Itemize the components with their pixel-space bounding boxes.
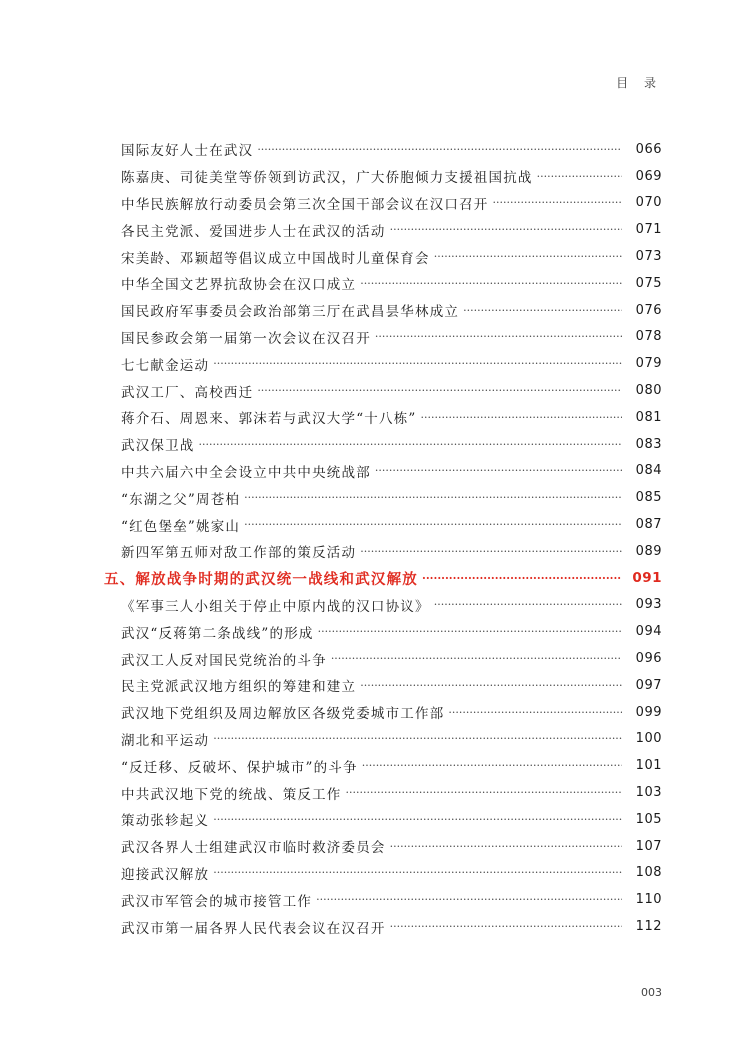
toc-entry-page: 079 (635, 356, 662, 372)
toc-entry (0, 699, 750, 726)
toc-entry-title: 国际友好人士在武汉 (121, 143, 254, 160)
toc-entry (0, 270, 750, 297)
toc-entry (0, 377, 750, 404)
toc-entry-page: 075 (635, 275, 662, 291)
toc-entry-title: 各民主党派、爱国进步人士在武汉的活动 (121, 223, 386, 240)
toc-entry-title: “东湖之父”周苍柏 (121, 491, 241, 508)
toc-entry (0, 324, 750, 351)
dot-leader (346, 786, 623, 799)
toc-entry (0, 618, 750, 645)
dot-leader (448, 706, 622, 719)
toc-entry-title: 新四军第五师对敌工作部的策反活动 (121, 545, 357, 562)
toc-entry-title: 湖北和平运动 (121, 732, 210, 749)
toc-entry-page: 066 (635, 141, 662, 157)
dot-leader (257, 384, 622, 397)
toc-entry-title: 陈嘉庚、司徒美堂等侨领到访武汉，广大侨胞倾力支援祖国抗战 (121, 170, 533, 187)
toc-entry (0, 431, 750, 458)
toc-entry-page: 069 (635, 168, 662, 184)
toc-entry-title: 中共武汉地下党的统战、策反工作 (121, 786, 342, 803)
dot-leader (213, 357, 622, 370)
toc-entry-title: 七七献金运动 (121, 357, 210, 374)
toc-entry (0, 752, 750, 779)
toc-entry (0, 136, 750, 163)
toc-entry-page: 083 (635, 436, 662, 452)
toc-entry-title: “红色堡垒”姚家山 (121, 518, 241, 535)
toc-entry-title: 国民政府军事委员会政治部第三厅在武昌昙华林成立 (121, 304, 460, 321)
toc-entry (0, 243, 750, 270)
dot-leader (362, 759, 622, 772)
toc-entry-title: 武汉地下党组织及周边解放区各级党委城市工作部 (121, 706, 445, 723)
toc-entry-title: 武汉各界人士组建武汉市临时救济委员会 (121, 840, 386, 857)
toc-entry (0, 726, 750, 753)
toc-entry-title: 中华民族解放行动委员会第三次全国干部会议在汉口召开 (121, 196, 489, 213)
toc-section-heading (0, 565, 750, 592)
dot-leader (390, 920, 622, 933)
toc-entry-page: 112 (635, 919, 662, 934)
toc-entry-title: 民主党派武汉地方组织的筹建和建立 (121, 679, 357, 696)
toc-entry (0, 833, 750, 860)
toc-entry-page: 100 (635, 731, 662, 747)
dot-leader (375, 464, 622, 477)
toc-entry (0, 886, 750, 913)
toc-entry-page: 070 (635, 195, 662, 211)
toc-entry-page: 080 (635, 383, 662, 399)
toc-entry-page: 071 (635, 222, 662, 238)
toc-entry-title: 蒋介石、周恩来、郭沫若与武汉大学“十八栋” (121, 411, 417, 428)
toc-entry (0, 404, 750, 431)
toc-entry-title: 武汉“反蒋第二条战线”的形成 (121, 625, 314, 642)
toc-entry (0, 350, 750, 377)
toc-entry (0, 484, 750, 511)
toc-entry-page: 099 (635, 704, 662, 720)
toc-entry-title: 武汉市军管会的城市接管工作 (121, 893, 313, 910)
toc-entry-page: 105 (635, 811, 662, 827)
toc-entry-page: 097 (635, 677, 662, 693)
dot-leader (421, 411, 622, 424)
toc-entry-title: 《军事三人小组关于停止中原内战的汉口协议》 (121, 598, 430, 615)
dot-leader (422, 572, 622, 585)
toc-entry (0, 672, 750, 699)
toc-entry-title: 宋美龄、邓颖超等倡议成立中国战时儿童保育会 (121, 250, 430, 267)
toc-entry-title: 五、解放战争时期的武汉统一战线和武汉解放 (104, 570, 418, 588)
toc-entry-page: 103 (635, 785, 662, 801)
dot-leader (434, 250, 622, 263)
toc-entry-title: “反迁移、反破坏、保护城市”的斗争 (121, 759, 358, 776)
dot-leader (463, 304, 622, 317)
toc-entry (0, 458, 750, 485)
toc-entry-title: 武汉市第一届各界人民代表会议在汉召开 (121, 920, 386, 937)
toc-entry (0, 216, 750, 243)
toc-entry (0, 163, 750, 190)
dot-leader (257, 143, 622, 156)
dot-leader (493, 196, 623, 209)
toc-entry (0, 779, 750, 806)
page-number: 003 (641, 986, 662, 999)
dot-leader (244, 518, 622, 531)
toc-entry-page: 108 (635, 865, 662, 881)
dot-leader (213, 813, 622, 826)
toc-entry-page: 101 (635, 758, 662, 774)
dot-leader (390, 223, 622, 236)
running-header: 目 录 (616, 76, 662, 90)
table-of-contents (0, 136, 750, 940)
toc-entry-page: 089 (635, 543, 662, 559)
dot-leader (360, 545, 622, 558)
dot-leader (390, 840, 622, 853)
toc-entry-title: 策动张轸起义 (121, 813, 210, 830)
toc-entry (0, 511, 750, 538)
dot-leader (318, 625, 622, 638)
dot-leader (360, 679, 622, 692)
toc-entry-page: 078 (635, 329, 662, 345)
toc-entry (0, 592, 750, 619)
dot-leader (537, 170, 622, 183)
toc-entry-page: 084 (635, 463, 662, 479)
toc-entry (0, 645, 750, 672)
dot-leader (331, 652, 622, 665)
toc-entry-page: 094 (635, 624, 662, 640)
toc-entry-title: 武汉工厂、高校西迁 (121, 384, 254, 401)
toc-entry-page: 087 (635, 517, 662, 533)
toc-entry-page: 107 (635, 838, 662, 854)
toc-entry-page: 081 (635, 409, 662, 425)
dot-leader (244, 491, 622, 504)
toc-entry-page: 085 (635, 490, 662, 506)
dot-leader (199, 438, 623, 451)
toc-entry (0, 913, 750, 940)
toc-entry-title: 国民参政会第一届第一次会议在汉召开 (121, 330, 371, 347)
dot-leader (360, 277, 622, 290)
toc-entry (0, 538, 750, 565)
toc-entry (0, 297, 750, 324)
toc-entry-title: 武汉工人反对国民党统治的斗争 (121, 652, 327, 669)
toc-entry (0, 860, 750, 887)
toc-entry (0, 190, 750, 217)
dot-leader (316, 893, 622, 906)
toc-entry-page: 073 (635, 249, 662, 265)
dot-leader (434, 598, 622, 611)
toc-entry-page: 096 (635, 651, 662, 667)
dot-leader (375, 330, 622, 343)
toc-entry-title: 中华全国文艺界抗敌协会在汉口成立 (121, 277, 357, 294)
toc-entry-title: 武汉保卫战 (121, 438, 195, 455)
toc-entry-page: 110 (635, 892, 662, 908)
toc-entry (0, 806, 750, 833)
toc-entry-title: 中共六届六中全会设立中共中央统战部 (121, 464, 371, 481)
toc-entry-page: 091 (632, 570, 662, 587)
toc-entry-page: 076 (635, 302, 662, 318)
toc-entry-page: 093 (635, 597, 662, 613)
dot-leader (213, 866, 622, 879)
toc-entry-title: 迎接武汉解放 (121, 866, 210, 883)
dot-leader (213, 732, 622, 745)
